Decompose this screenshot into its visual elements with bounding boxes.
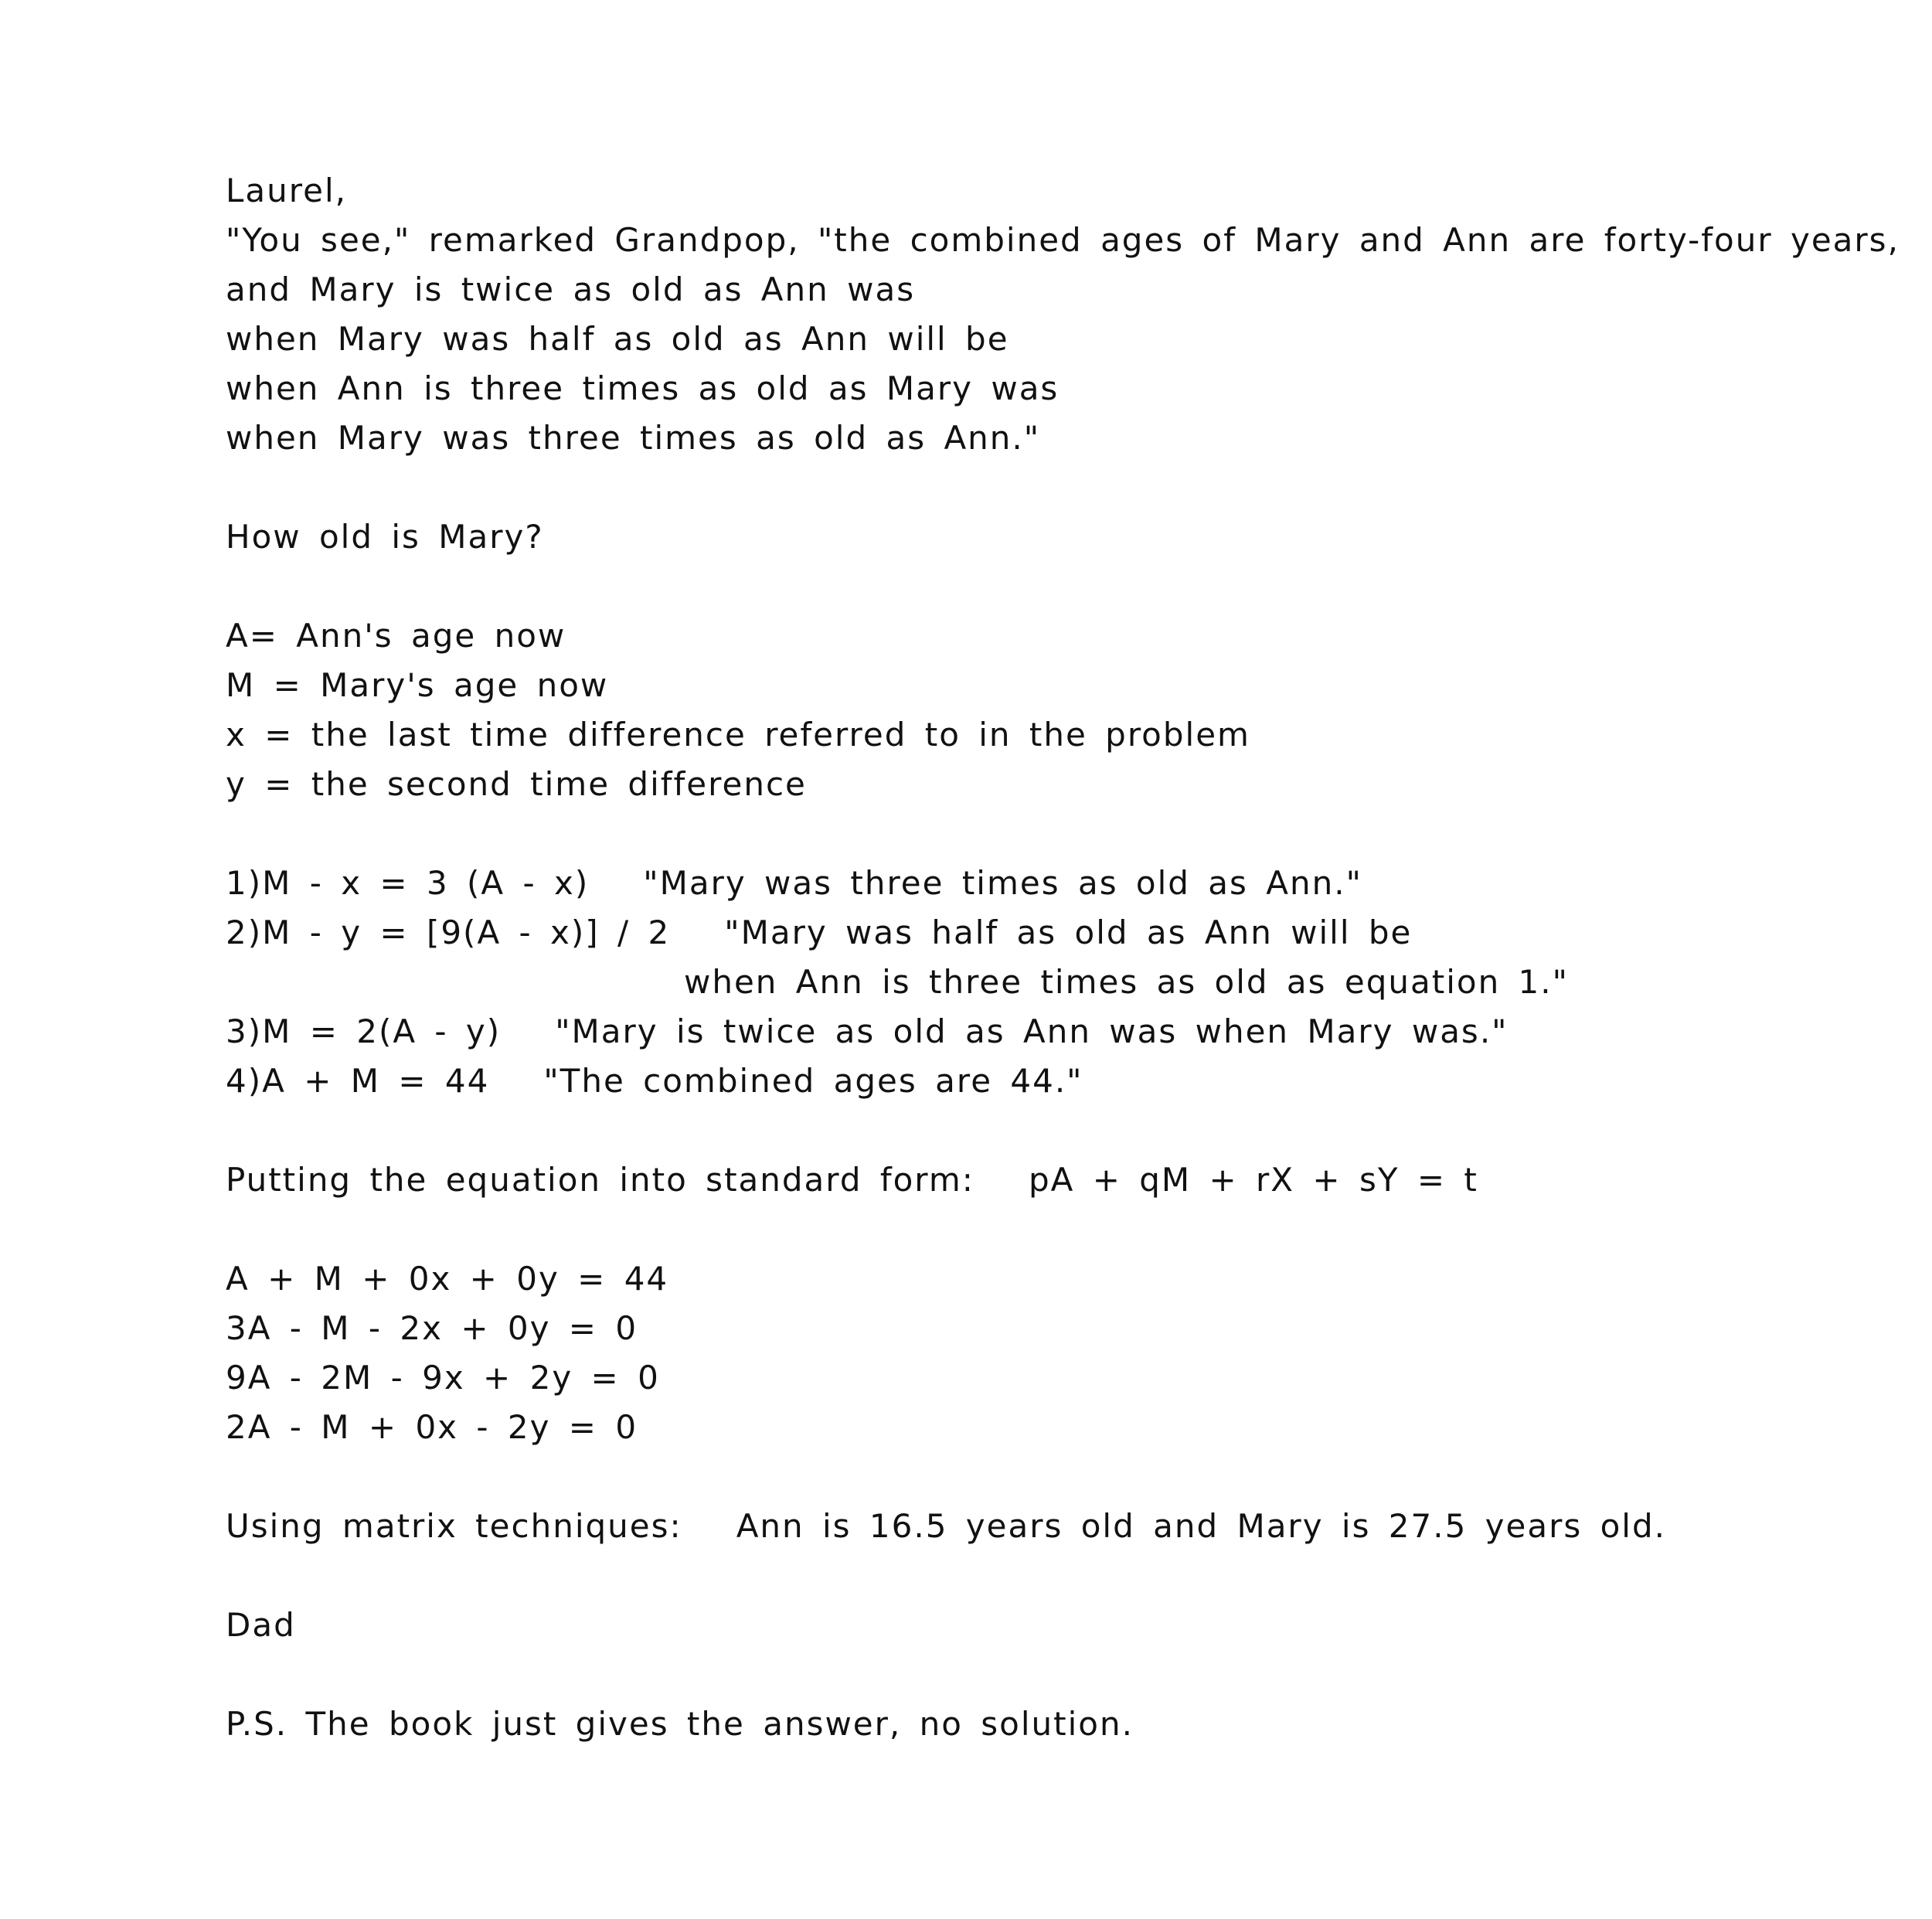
result: Using matrix techniques: Ann is 16.5 years old and Mary is 27.5 years old. xyxy=(226,1507,1666,1545)
equation-2: 2)M - y = [9(A - x)] / 2 "Mary was half as old as Ann will be xyxy=(226,914,1413,951)
definition-x: x = the last time difference referred to in the problem xyxy=(226,716,1250,754)
definition-mary: M = Mary's age now xyxy=(226,666,609,704)
riddle-line-3: when Mary was half as old as Ann will be xyxy=(226,320,1009,358)
standard-form-row-3: 9A - 2M - 9x + 2y = 0 xyxy=(226,1359,660,1397)
equation-1: 1)M - x = 3 (A - x) "Mary was three times as old as Ann." xyxy=(226,864,1362,902)
riddle-line-1: "You see," remarked Grandpop, "the combined ages of Mary and Ann are forty-four years, xyxy=(226,221,1900,259)
standard-form-row-2: 3A - M - 2x + 0y = 0 xyxy=(226,1309,638,1347)
definition-y: y = the second time difference xyxy=(226,765,807,803)
riddle-line-4: when Ann is three times as old as Mary was xyxy=(226,369,1060,407)
standard-form-intro: Putting the equation into standard form: pA + qM + rX + sY = t xyxy=(226,1161,1478,1199)
salutation: Laurel, xyxy=(226,172,347,209)
definition-ann: A= Ann's age now xyxy=(226,617,566,655)
standard-form-row-1: A + M + 0x + 0y = 44 xyxy=(226,1260,669,1298)
question: How old is Mary? xyxy=(226,518,544,556)
equation-3: 3)M = 2(A - y) "Mary is twice as old as Ann was when Mary was." xyxy=(226,1012,1509,1050)
riddle-line-2: and Mary is twice as old as Ann was xyxy=(226,270,916,308)
postscript: P.S. The book just gives the answer, no solution. xyxy=(226,1705,1134,1743)
equation-4: 4)A + M = 44 "The combined ages are 44." xyxy=(226,1062,1083,1100)
equation-2-continuation: when Ann is three times as old as equation 1." xyxy=(684,963,1569,1001)
riddle-line-5: when Mary was three times as old as Ann." xyxy=(226,419,1041,457)
signature: Dad xyxy=(226,1606,296,1644)
standard-form-row-4: 2A - M + 0x - 2y = 0 xyxy=(226,1408,638,1446)
